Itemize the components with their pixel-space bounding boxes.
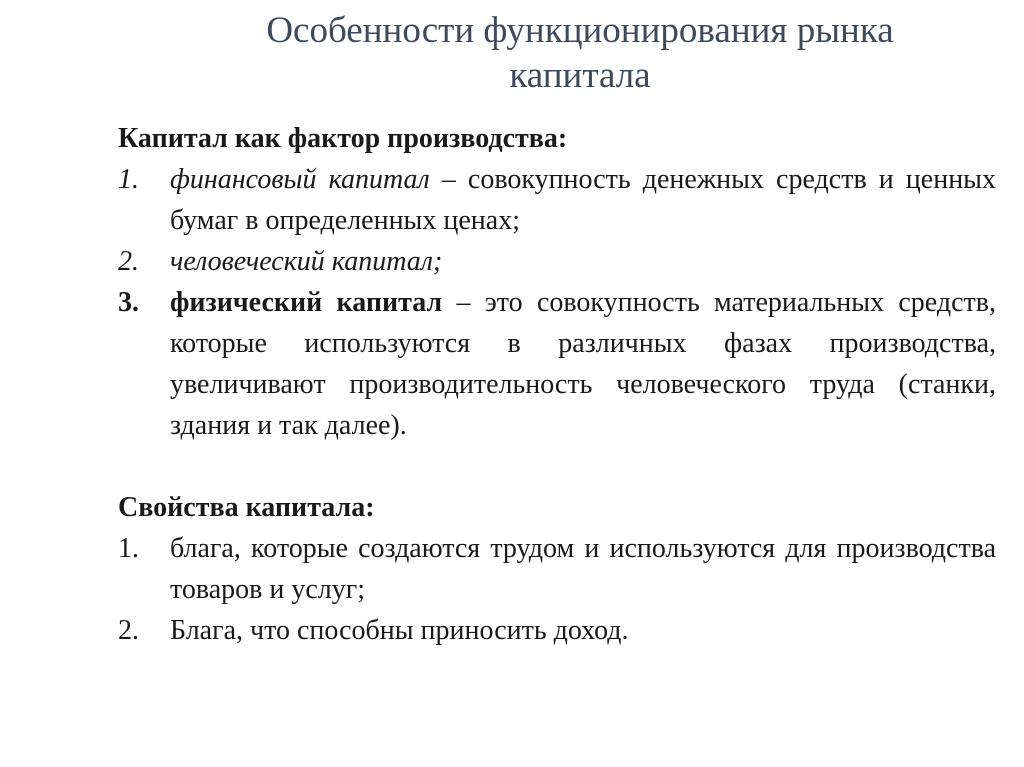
slide-title xyxy=(200,8,960,98)
item-description: – совокупность денежных средств и ценных бумаг в определенных ценах; xyxy=(170,164,996,236)
list-item xyxy=(118,282,996,446)
section-spacer xyxy=(118,446,996,487)
item-text xyxy=(170,282,996,446)
list-item xyxy=(118,241,996,282)
list-item xyxy=(118,159,996,241)
title-line-1: Особенности функционирования рынка xyxy=(266,10,894,51)
item-term: финансовый капитал xyxy=(170,164,430,195)
section-heading-capital-properties: Свойства капитала: xyxy=(118,492,375,523)
item-text: блага, которые создаются трудом и используются для производства товаров и услуг; xyxy=(170,533,996,605)
capital-types-list xyxy=(118,159,996,446)
title-line-2: капитала xyxy=(509,55,651,96)
capital-properties-list xyxy=(118,528,996,651)
item-description: – это совокупность материальных средств, которые используются в различных фазах производства, увеличивают производительность человеческого труда (станки, здания и так далее). xyxy=(170,287,996,441)
item-number: 3. xyxy=(118,287,139,318)
item-text: Блага, что способны приносить доход. xyxy=(170,615,629,646)
item-term: физический капитал xyxy=(170,287,443,318)
list-item xyxy=(118,528,996,610)
item-number: 1. xyxy=(118,533,139,564)
item-term: человеческий капитал; xyxy=(170,246,443,277)
item-number: 2. xyxy=(118,615,139,646)
section-heading-capital-factor: Капитал как фактор производства: xyxy=(118,123,568,154)
item-number: 1. xyxy=(118,164,139,195)
list-item xyxy=(118,610,996,651)
slide-content xyxy=(118,118,996,651)
item-number: 2. xyxy=(118,246,139,277)
item-text xyxy=(170,159,996,241)
